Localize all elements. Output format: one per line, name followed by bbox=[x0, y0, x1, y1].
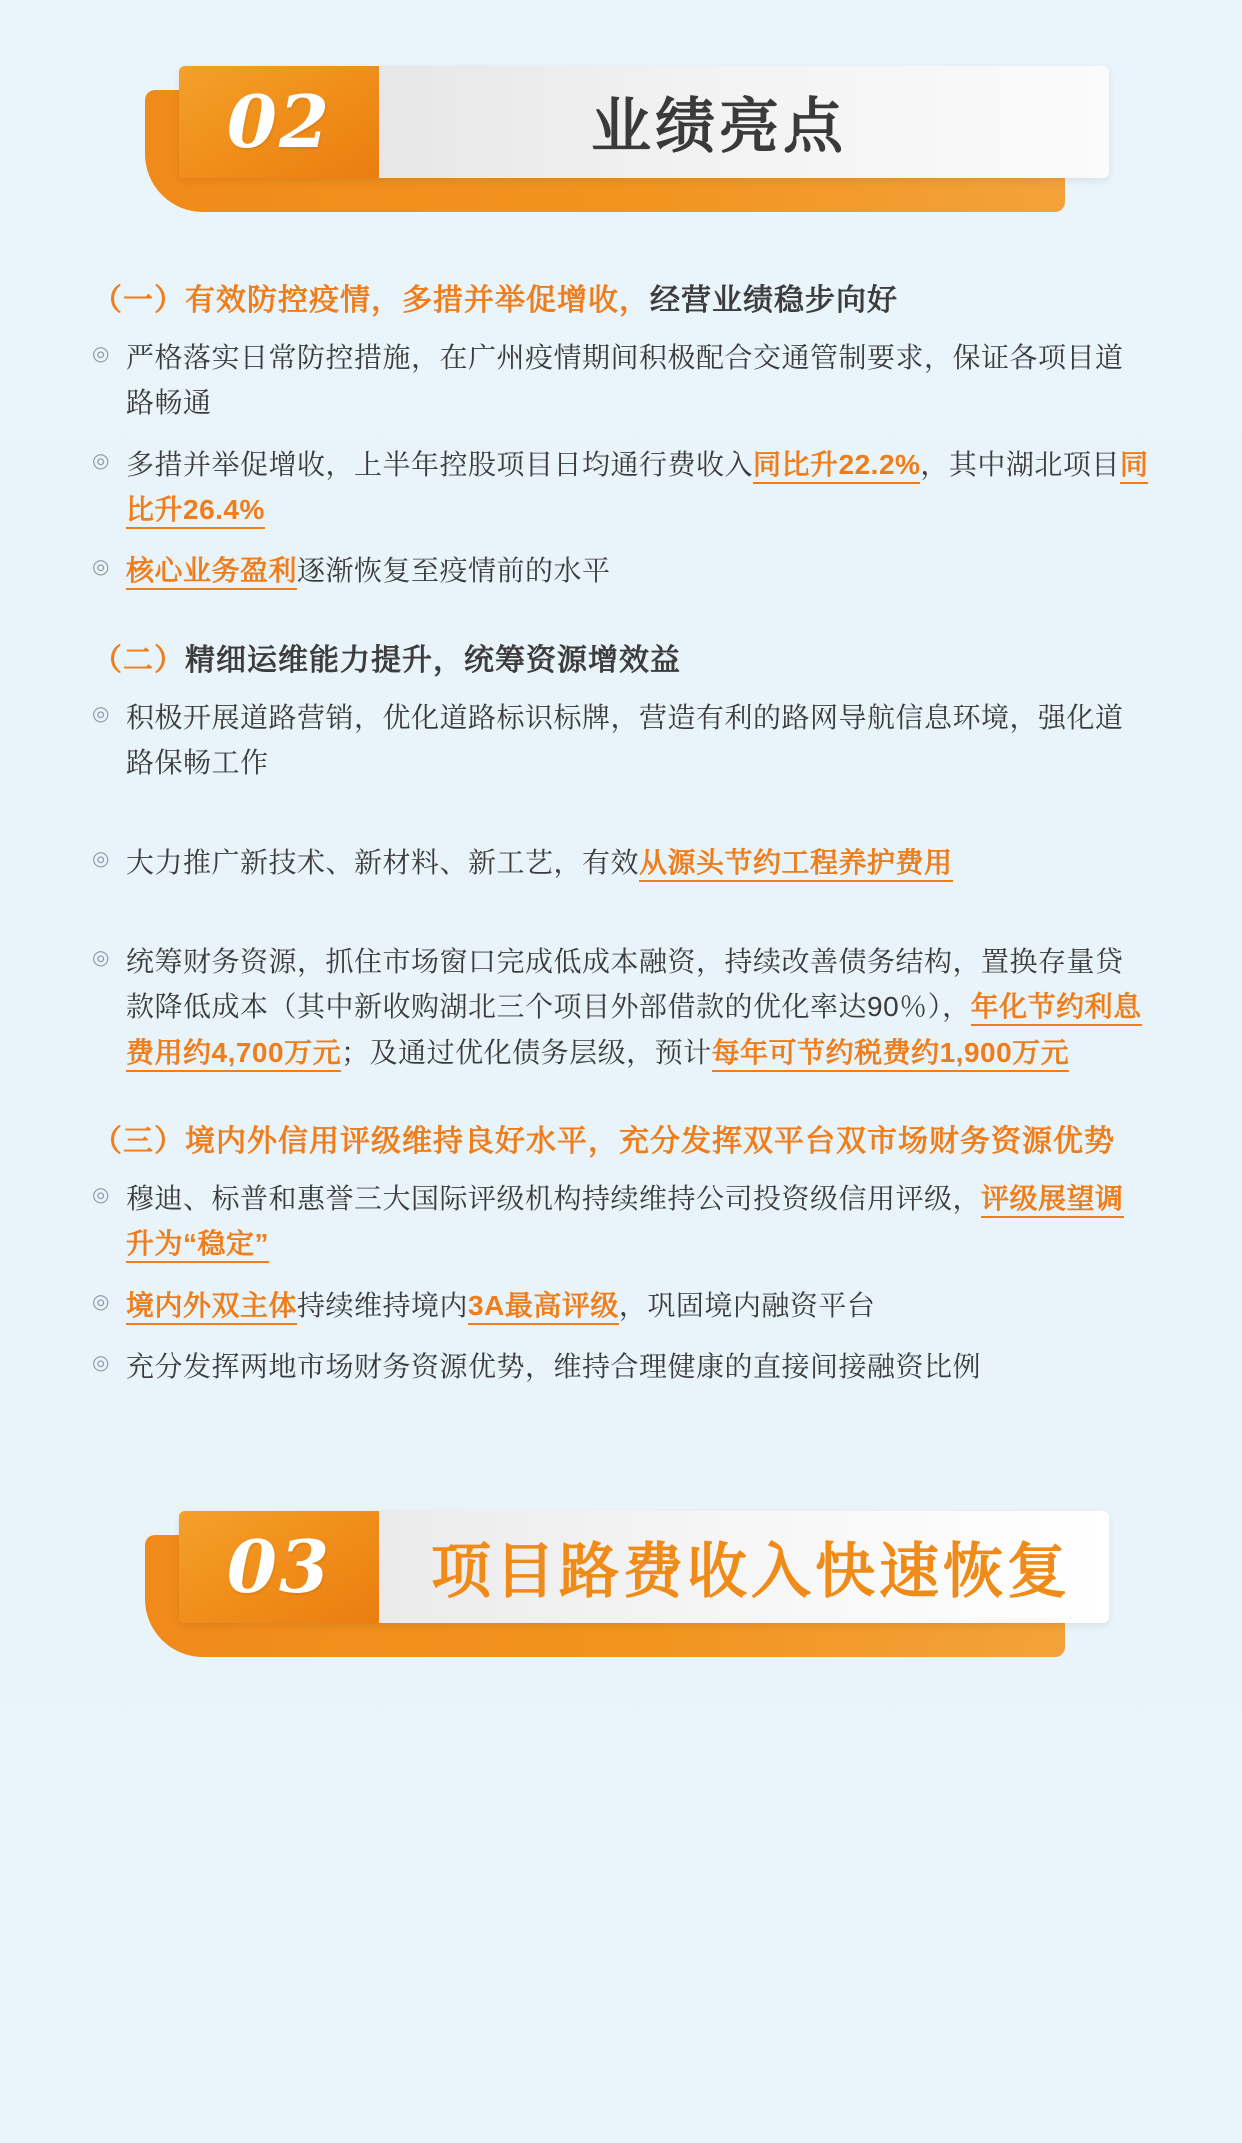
bullet-icon: ◎ bbox=[92, 556, 110, 579]
highlight-run: 每年可节约税费约1,900万元 bbox=[712, 1037, 1070, 1072]
text-run: 大力推广新技术、新材料、新工艺，有效 bbox=[126, 846, 640, 878]
bullet-icon: ◎ bbox=[92, 847, 110, 870]
list-item bbox=[92, 939, 1150, 1075]
list-item bbox=[92, 442, 1150, 533]
list-item-text bbox=[126, 548, 1150, 593]
banner-title: 业绩亮点 bbox=[591, 93, 847, 160]
text-run: ；及通过优化债务层级，预计 bbox=[341, 1036, 712, 1068]
highlight-run: 年化节约利息费用约4,700万元 bbox=[126, 991, 1142, 1071]
section-heading-2-orange: （二） bbox=[92, 643, 185, 677]
text-run: 严格落实日常防控措施，在广州疫情期间积极配合交通管制要求，保证各项目道路畅通 bbox=[126, 342, 1124, 419]
spacer bbox=[92, 901, 1150, 927]
section-heading-2 bbox=[92, 638, 1150, 683]
banner-number-box bbox=[179, 66, 379, 178]
highlight-run: 境内外双主体 bbox=[126, 1290, 297, 1325]
text-run: 积极开展道路营销，优化道路标识标牌，营造有利的路网导航信息环境，强化道路保畅工作 bbox=[126, 701, 1124, 779]
highlight-run: 评级展望调升为“稳定” bbox=[126, 1183, 1124, 1263]
section-heading-3 bbox=[92, 1119, 1150, 1164]
text-run: 持续维持境内 bbox=[297, 1289, 469, 1321]
list-item-text bbox=[126, 1176, 1150, 1267]
section-heading-1-orange: （一）有效防控疫情，多措并举促增收， bbox=[92, 284, 650, 317]
section-heading-2-dark: 精细运维能力提升，统筹资源增效益 bbox=[185, 643, 681, 677]
highlight-run: 从源头节约工程养护费用 bbox=[639, 847, 953, 882]
section-banner-02 bbox=[121, 48, 1121, 218]
list-item bbox=[92, 1176, 1150, 1267]
bullet-icon: ◎ bbox=[92, 702, 110, 725]
list-item-text bbox=[126, 939, 1150, 1075]
list-item bbox=[92, 335, 1150, 426]
banner-number: 02 bbox=[226, 79, 332, 164]
list-item-text bbox=[126, 442, 1150, 533]
bottom-spacer bbox=[0, 1433, 1242, 1493]
section-group-3 bbox=[92, 1119, 1150, 1389]
banner-title: 项目路费收入快速恢复 bbox=[431, 1538, 1071, 1606]
content-body bbox=[0, 218, 1242, 1389]
list-item bbox=[92, 840, 1150, 885]
highlight-run: 同比升22.2% bbox=[753, 449, 920, 484]
section-heading-3-orange: （三）境内外信用评级维持良好水平，充分发挥双平台双市场财务资源优势 bbox=[92, 1124, 1115, 1158]
text-run: 充分发挥两地市场财务资源优势，维持合理健康的直接间接融资比例 bbox=[126, 1351, 982, 1383]
bullet-icon: ◎ bbox=[92, 1352, 110, 1375]
text-run: ，巩固境内融资平台 bbox=[618, 1289, 876, 1321]
list-item-text bbox=[126, 1283, 1150, 1328]
text-run: 统筹财务资源，抓住市场窗口完成低成本融资，持续改善债务结构，置换存量贷款降低成本（其中新收购湖北三个项目外部借款的优化率达90％）， bbox=[126, 945, 1124, 1023]
text-run: 逐渐恢复至疫情前的水平 bbox=[297, 555, 611, 587]
banner-number-box bbox=[179, 1511, 379, 1623]
bullet-icon: ◎ bbox=[92, 1290, 110, 1313]
list-item bbox=[92, 695, 1150, 786]
text-run: ，其中湖北项目 bbox=[920, 448, 1120, 480]
bullet-icon: ◎ bbox=[92, 343, 110, 365]
list-item-text bbox=[126, 840, 1150, 885]
list-item bbox=[92, 1283, 1150, 1328]
banner-number: 03 bbox=[226, 1524, 332, 1610]
list-item bbox=[92, 1344, 1150, 1389]
highlight-run: 核心业务盈利 bbox=[126, 555, 297, 590]
section-heading-1 bbox=[92, 278, 1150, 323]
spacer bbox=[92, 802, 1150, 828]
bullet-icon: ◎ bbox=[92, 946, 110, 969]
section-group-1 bbox=[92, 278, 1150, 594]
list-item-text bbox=[126, 335, 1150, 426]
section-banner-03 bbox=[121, 1493, 1121, 1663]
text-run: 多措并举促增收，上半年控股项目日均通行费收入 bbox=[126, 448, 754, 480]
top-spacer bbox=[0, 0, 1242, 48]
bullet-icon: ◎ bbox=[92, 1183, 110, 1206]
list-item-text bbox=[126, 695, 1150, 786]
bullet-icon: ◎ bbox=[92, 449, 110, 472]
list-item-text bbox=[126, 1344, 1150, 1389]
highlight-run: 同比升26.4% bbox=[126, 449, 1148, 529]
section-group-2 bbox=[92, 638, 1150, 1075]
list-item bbox=[92, 548, 1150, 593]
section-heading-1-dark: 经营业绩稳步向好 bbox=[650, 284, 898, 317]
text-run: 穆迪、标普和惠誉三大国际评级机构持续维持公司投资级信用评级， bbox=[126, 1182, 982, 1214]
highlight-run: 3A最高评级 bbox=[468, 1290, 619, 1325]
